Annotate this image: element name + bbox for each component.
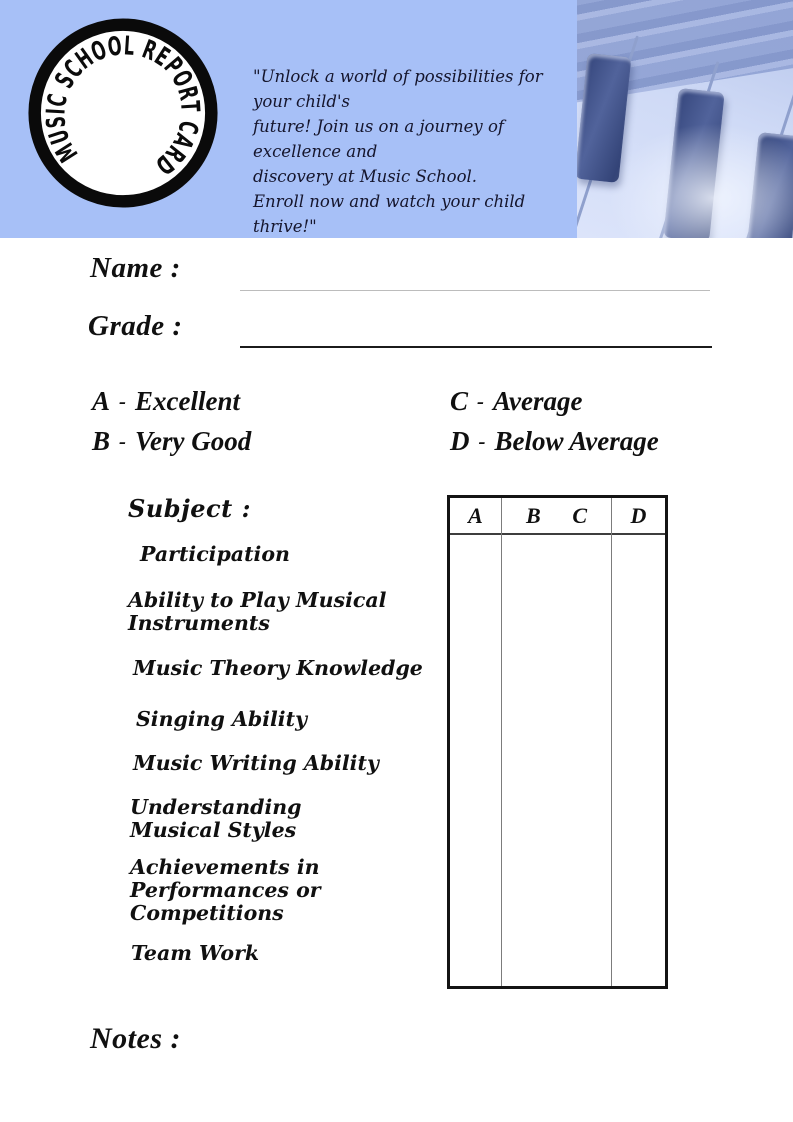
- subject-item: Understanding Musical Styles: [130, 795, 302, 842]
- grade-table-column-bc: [502, 498, 612, 986]
- grade-mark-area-bc[interactable]: [502, 535, 611, 986]
- legend-label: Below Average: [494, 426, 659, 456]
- subject-list-header: Subject :: [128, 494, 251, 523]
- grade-mark-area-d[interactable]: [612, 535, 665, 986]
- subject-item: Music Writing Ability: [133, 751, 379, 775]
- legend-letter: D: [450, 426, 470, 456]
- logo-circular-text: MUSIC SCHOOL REPORT CARD: [40, 30, 206, 186]
- legend-item-a: [92, 386, 450, 426]
- quote-line: future! Join us on a journey of excellence and: [253, 117, 505, 161]
- legend-letter: B: [92, 426, 111, 456]
- legend-item-c: [450, 386, 732, 426]
- subject-item: Achievements in Performances or Competitions: [130, 855, 321, 925]
- grade-input-line[interactable]: [240, 322, 712, 348]
- legend-separator: -: [478, 429, 486, 453]
- banner-quote: [253, 64, 583, 239]
- grade-table-header-c: C: [572, 502, 587, 528]
- grade-table-header-b: B: [526, 502, 541, 528]
- piano-keys-image: [577, 0, 793, 238]
- subject-list: [128, 494, 450, 965]
- legend-item-b: [92, 426, 450, 466]
- legend-label: Excellent: [135, 386, 240, 416]
- subject-item: Team Work: [131, 941, 260, 965]
- legend-label: Very Good: [135, 426, 252, 456]
- legend-letter: C: [450, 386, 469, 416]
- subject-item: Participation: [140, 542, 290, 566]
- legend-label: Average: [493, 386, 583, 416]
- banner: [0, 0, 793, 238]
- grade-table-header-bc: [502, 498, 611, 535]
- music-school-logo: [27, 17, 219, 209]
- notes-label: Notes :: [90, 1022, 181, 1055]
- legend-separator: -: [119, 429, 127, 453]
- grade-table: [447, 495, 668, 989]
- quote-line: "Unlock a world of possibilities for your child's: [253, 67, 543, 111]
- grade-mark-area-a[interactable]: [450, 535, 501, 986]
- subject-item: Ability to Play Musical Instruments: [128, 588, 387, 635]
- grade-legend: [92, 386, 732, 466]
- subject-item: Singing Ability: [136, 707, 307, 731]
- grade-table-column-a: [450, 498, 502, 986]
- legend-letter: A: [92, 386, 111, 416]
- legend-separator: -: [119, 389, 127, 413]
- grade-label: Grade :: [88, 310, 183, 342]
- grade-table-column-d: [612, 498, 665, 986]
- legend-item-d: [450, 426, 732, 466]
- quote-line: Enroll now and watch your child thrive!": [253, 192, 526, 236]
- legend-separator: -: [477, 389, 485, 413]
- piano-highlight: [608, 123, 793, 238]
- name-input-line[interactable]: [240, 266, 710, 291]
- subject-item: Music Theory Knowledge: [133, 656, 423, 680]
- name-label: Name :: [90, 252, 181, 284]
- notes-area[interactable]: [90, 1060, 710, 1115]
- grade-table-header-d: D: [612, 498, 665, 535]
- logo-badge-icon: [27, 17, 219, 209]
- quote-line: discovery at Music School.: [253, 167, 478, 186]
- grade-table-header-a: A: [450, 498, 501, 535]
